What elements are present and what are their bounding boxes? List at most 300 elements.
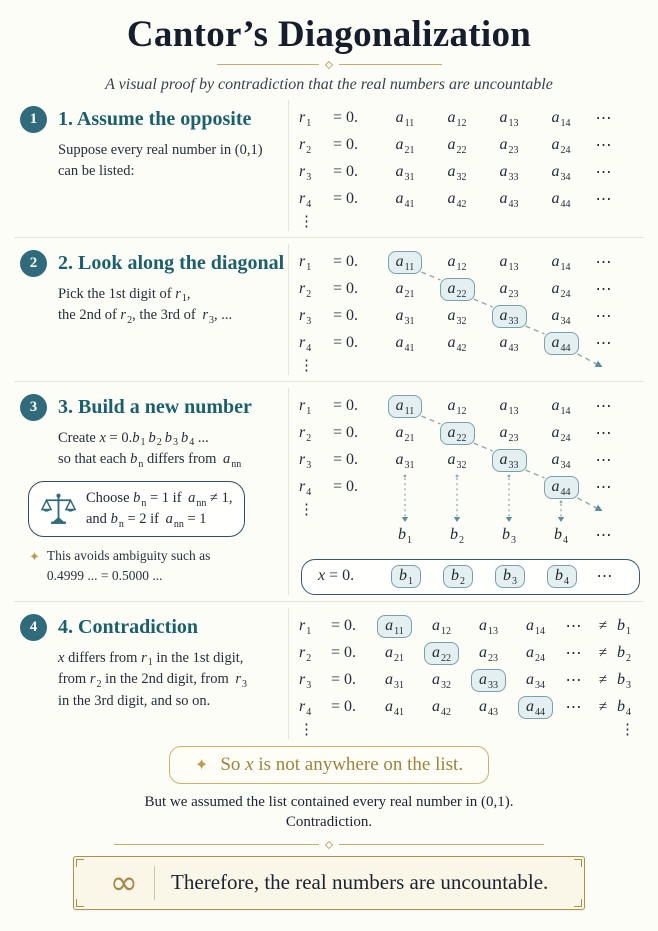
not-equal-sign: ≠ — [598, 698, 608, 715]
matrix-cell — [483, 334, 535, 355]
math-var: r — [299, 136, 306, 154]
math-var: r — [299, 617, 306, 635]
b-cell — [483, 526, 535, 544]
math-var: b — [617, 617, 625, 635]
matrix-row — [299, 393, 646, 420]
math-subscript: 4 — [306, 487, 312, 499]
diagonal-highlight-matrix — [299, 249, 646, 375]
step-4-number-badge: 4 — [20, 614, 47, 641]
digit — [551, 109, 571, 130]
divider-line — [339, 64, 442, 65]
matrix-row — [299, 420, 646, 447]
matrix-row — [299, 613, 646, 640]
math-var: a — [395, 109, 404, 127]
matrix-cell — [371, 644, 418, 665]
math-var: r — [299, 163, 306, 181]
math-subscript: 44 — [560, 342, 571, 354]
math-subscript: 43 — [508, 199, 519, 211]
matrix-cell — [535, 109, 587, 130]
math-var: a — [551, 253, 560, 271]
not-equal-sign: ≠ — [598, 644, 608, 661]
step-3-text-column — [12, 388, 288, 595]
math-var: b — [617, 644, 625, 662]
math-subscript: 12 — [441, 626, 451, 638]
math-subscript: 22 — [456, 432, 467, 444]
math-subscript: 33 — [488, 679, 498, 691]
digit — [395, 280, 415, 301]
b-digit — [617, 644, 643, 665]
math-subscript: 21 — [404, 289, 415, 301]
math-subscript: 2 — [306, 145, 312, 157]
b-digit — [617, 698, 643, 719]
math-subscript: 4 — [306, 343, 312, 355]
matrix-cell — [512, 617, 559, 638]
ambiguity-note-text: This avoids ambiguity such as 0.4999 ... = 0.5000 ... — [46, 548, 211, 584]
math-subscript: 1 — [407, 534, 412, 546]
b-digit — [617, 671, 643, 692]
diamond-icon — [325, 60, 333, 68]
ellipsis: ⋯ — [565, 618, 583, 636]
highlighted-digit — [440, 422, 475, 445]
digit — [447, 136, 467, 157]
equals-zero-point: = 0. — [333, 334, 359, 352]
highlighted-digit — [471, 669, 506, 692]
not-equal-sign: ≠ — [598, 671, 608, 688]
math-var: a — [551, 307, 560, 325]
math-var: a — [447, 109, 456, 127]
ellipsis: ⋯ — [565, 645, 583, 663]
highlighted-digit — [388, 395, 423, 418]
math-var: r — [299, 397, 306, 415]
step-3-header — [20, 394, 288, 421]
math-subscript: 14 — [560, 118, 571, 130]
math-var: a — [499, 109, 508, 127]
section-separator — [14, 237, 644, 238]
section-separator — [14, 381, 644, 382]
math-var: x — [58, 649, 65, 666]
math-subscript: 24 — [535, 653, 545, 665]
digit — [551, 451, 571, 472]
math-var: r — [175, 285, 181, 302]
math-subscript: 4 — [306, 707, 312, 719]
math-subscript: 2 — [306, 653, 312, 665]
digit — [447, 109, 467, 130]
digit — [526, 671, 545, 692]
b-cell — [535, 526, 587, 544]
vdots-row — [299, 721, 646, 739]
math-var: a — [551, 397, 560, 415]
matrix-cell — [371, 698, 418, 719]
row-label — [299, 644, 331, 665]
digit — [447, 190, 467, 211]
row-label — [299, 451, 333, 472]
matrix-row — [299, 105, 646, 132]
math-subscript: 2 — [460, 575, 465, 587]
math-subscript: 22 — [456, 288, 467, 300]
math-var: r — [299, 109, 306, 127]
math-var: b — [398, 525, 406, 543]
math-var: a — [499, 306, 508, 324]
math-subscript: 3 — [172, 437, 178, 449]
math-subscript: 21 — [404, 433, 415, 445]
equals-zero-point: = 0. — [331, 644, 357, 662]
contradiction-matrix — [299, 613, 646, 739]
math-subscript: 1 — [408, 575, 413, 587]
step-3-heading: 3. Build a new number — [58, 395, 252, 418]
matrix-cell — [379, 334, 431, 355]
assumption-reminder: But we assumed the list contained every real number in (0,1). — [144, 793, 514, 810]
math-subscript: 1 — [306, 118, 312, 130]
matrix-cell — [483, 190, 535, 211]
math-subscript: 2 — [626, 653, 631, 665]
matrix-cell — [483, 280, 535, 301]
final-conclusion-box — [73, 856, 585, 910]
math-var: a — [165, 511, 173, 528]
highlighted-b-digit — [547, 565, 577, 588]
highlighted-b-digit — [443, 565, 473, 588]
star-icon: ✦ — [29, 549, 40, 565]
math-subscript: 3 — [306, 460, 312, 472]
step-2-header — [20, 250, 288, 277]
math-var: a — [447, 334, 456, 352]
ellipsis: ⋯ — [595, 452, 613, 470]
so-x-not-on-list-box — [169, 746, 489, 784]
math-subscript: 34 — [560, 172, 571, 184]
math-subscript: 4 — [564, 575, 569, 587]
math-subscript: 11 — [394, 625, 404, 637]
digit — [447, 253, 467, 274]
matrix-row — [299, 694, 646, 721]
equals-zero-point: = 0. — [333, 424, 359, 442]
math-var: r — [299, 671, 306, 689]
ellipsis: ⋯ — [595, 110, 613, 128]
math-var: a — [526, 671, 534, 689]
matrix-cell — [379, 109, 431, 130]
digit — [447, 334, 467, 355]
math-subscript: 1 — [306, 262, 312, 274]
matrix-cell — [371, 615, 418, 638]
row-label — [299, 190, 333, 211]
step-4-contradiction — [12, 608, 646, 739]
ellipsis: ⋯ — [595, 191, 613, 209]
step-1-heading: 1. Assume the opposite — [58, 107, 252, 130]
digit — [447, 451, 467, 472]
highlighted-digit — [492, 305, 527, 328]
math-subscript: 3 — [306, 680, 312, 692]
matrix-cell — [431, 307, 483, 328]
math-subscript: 32 — [456, 172, 467, 184]
matrix-row — [299, 249, 646, 276]
digit-choice-rule: Choose $b_n = 1$ if $a_{nn} \ne 1$, and $b_n = 2$ if $a_{nn} = 1$ — [86, 490, 233, 530]
math-var: a — [385, 644, 393, 662]
matrix-cell — [418, 642, 465, 665]
math-subscript: 22 — [441, 652, 451, 664]
math-var: a — [499, 424, 508, 442]
digit — [395, 136, 415, 157]
matrix-cell — [512, 671, 559, 692]
math-subscript: 24 — [560, 145, 571, 157]
math-var: a — [551, 280, 560, 298]
math-var: r — [299, 253, 306, 271]
matrix-cell — [379, 307, 431, 328]
matrix-cell — [535, 190, 587, 211]
step-1-matrix-column — [288, 100, 646, 231]
matrix-row — [299, 667, 646, 694]
math-subscript: 3 — [306, 172, 312, 184]
digit — [499, 334, 519, 355]
b-row — [299, 520, 646, 550]
math-subscript: 33 — [508, 315, 519, 327]
matrix-cell — [483, 305, 535, 328]
ellipsis: ⋯ — [595, 479, 613, 497]
math-subscript: 24 — [560, 433, 571, 445]
math-subscript: nn — [173, 518, 184, 530]
matrix-row — [299, 330, 646, 357]
math-subscript: 13 — [508, 118, 519, 130]
digit — [499, 163, 519, 184]
math-subscript: nn — [231, 459, 242, 471]
math-subscript: 14 — [560, 406, 571, 418]
math-var: r — [120, 307, 127, 324]
equals-zero-point: = 0. — [333, 451, 359, 469]
digit — [479, 617, 498, 638]
math-subscript: 1 — [306, 626, 312, 638]
matrix-row — [299, 640, 646, 667]
math-var: a — [447, 307, 456, 325]
math-subscript: n — [141, 497, 147, 509]
matrix-cell — [483, 424, 535, 445]
math-var: a — [551, 424, 560, 442]
proof-steps — [0, 94, 658, 739]
subtitle: A visual proof by contradiction that the real numbers are uncountable — [105, 75, 553, 93]
math-var: r — [89, 671, 96, 688]
math-var: r — [299, 280, 306, 298]
math-subscript: 23 — [508, 145, 519, 157]
math-subscript: 2 — [306, 433, 312, 445]
math-var: a — [447, 190, 456, 208]
digit — [499, 424, 519, 445]
digit — [499, 190, 519, 211]
digit — [499, 397, 519, 418]
matrix-cell — [483, 397, 535, 418]
math-var: b — [148, 429, 156, 446]
math-var: b — [130, 451, 138, 468]
math-var: a — [499, 280, 508, 298]
math-subscript: 3 — [306, 316, 312, 328]
math-subscript: 1 — [140, 437, 146, 449]
step-3-number-badge: 3 — [20, 394, 47, 421]
math-var: a — [447, 253, 456, 271]
math-var: b — [503, 566, 511, 584]
math-var: a — [499, 397, 508, 415]
b-digit — [398, 526, 412, 544]
digit — [551, 280, 571, 301]
math-var: b — [133, 490, 141, 507]
matrix-cell — [418, 671, 465, 692]
math-var: r — [299, 698, 306, 716]
math-var: a — [447, 279, 456, 297]
row-label — [299, 698, 331, 719]
math-var: x — [245, 753, 254, 775]
matrix-cell — [535, 424, 587, 445]
math-subscript: 42 — [456, 343, 467, 355]
math-subscript: 43 — [508, 343, 519, 355]
ornamental-divider — [114, 842, 544, 848]
final-conclusion-text: Therefore, the real numbers are uncountable. — [171, 870, 549, 895]
math-var: a — [395, 334, 404, 352]
frame-corner — [76, 899, 84, 907]
equals-zero-point: = 0. — [331, 617, 357, 635]
digit — [432, 617, 451, 638]
matrix-cell — [512, 644, 559, 665]
math-var: a — [479, 670, 487, 688]
conclusion — [0, 739, 658, 910]
math-subscript: 44 — [535, 706, 545, 718]
step-2-number-badge: 2 — [20, 250, 47, 277]
vertical-ellipsis: ⋮ — [299, 722, 314, 739]
math-subscript: 3 — [512, 575, 517, 587]
digit — [551, 190, 571, 211]
math-var: a — [188, 490, 196, 507]
math-var: b — [399, 566, 407, 584]
b-digit — [554, 526, 568, 544]
matrix-cell — [418, 698, 465, 719]
math-var: b — [110, 511, 118, 528]
math-var: a — [551, 190, 560, 208]
math-var: r — [299, 190, 306, 208]
digit-list-matrix — [299, 105, 646, 231]
digit — [395, 190, 415, 211]
frame-corner — [574, 859, 582, 867]
matrix-cell — [431, 278, 483, 301]
math-var: a — [479, 644, 487, 662]
ellipsis: ⋯ — [595, 137, 613, 155]
math-var: r — [299, 451, 306, 469]
math-var: a — [447, 136, 456, 154]
math-subscript: 43 — [488, 707, 498, 719]
math-var: a — [526, 644, 534, 662]
digit — [499, 136, 519, 157]
math-var: a — [395, 396, 404, 414]
ellipsis: ⋯ — [595, 164, 613, 182]
digit — [395, 424, 415, 445]
vertical-ellipsis: ⋮ — [299, 358, 314, 375]
math-subscript: n — [138, 459, 144, 471]
math-var: a — [395, 424, 404, 442]
row-label — [299, 280, 333, 301]
matrix-cell — [535, 280, 587, 301]
math-var: b — [617, 698, 625, 716]
row-label — [299, 671, 331, 692]
x-digit-cell — [432, 565, 484, 588]
digit — [551, 397, 571, 418]
ellipsis: ⋯ — [595, 281, 613, 299]
digit — [432, 698, 451, 719]
contradiction-statement: Contradiction. — [285, 813, 373, 830]
math-var: x — [318, 567, 326, 585]
matrix-cell — [465, 669, 512, 692]
step-1-body: Suppose every real number in (0,1) can be listed: — [58, 141, 263, 180]
matrix-cell — [418, 617, 465, 638]
step-2-body: Pick the 1st digit of $r_1$, the 2nd of $r_2$, the 3rd of $r_3$, ... — [58, 285, 233, 327]
matrix-cell — [371, 671, 418, 692]
math-var: b — [617, 671, 625, 689]
divider-line — [339, 844, 544, 845]
matrix-cell — [379, 395, 431, 418]
digit — [395, 163, 415, 184]
math-subscript: 2 — [459, 534, 464, 546]
row-label — [299, 307, 333, 328]
x-digit-cell — [484, 565, 536, 588]
ornamental-divider — [217, 62, 442, 68]
math-var: b — [450, 525, 458, 543]
math-subscript: 34 — [560, 460, 571, 472]
math-subscript: 3 — [511, 534, 516, 546]
digit — [499, 280, 519, 301]
page-title: Cantor’s Diagonalization — [126, 14, 532, 55]
math-subscript: 34 — [535, 680, 545, 692]
matrix-cell — [483, 163, 535, 184]
math-var: a — [222, 451, 231, 468]
math-var: a — [447, 451, 456, 469]
math-subscript: 11 — [404, 261, 415, 273]
vertical-ellipsis: ⋮ — [299, 502, 314, 519]
math-var: a — [432, 671, 440, 689]
b-cell — [379, 526, 431, 544]
b-digit — [450, 526, 464, 544]
digit — [395, 307, 415, 328]
highlighted-digit — [518, 696, 553, 719]
infinity-icon: ∞ — [109, 862, 139, 903]
row-label — [299, 163, 333, 184]
step-2-heading: 2. Look along the diagonal — [58, 251, 285, 274]
math-subscript: 23 — [508, 289, 519, 301]
math-subscript: 33 — [508, 172, 519, 184]
highlighted-digit — [424, 642, 459, 665]
highlighted-b-digit — [391, 565, 421, 588]
math-var: b — [451, 566, 459, 584]
math-var: a — [479, 617, 487, 635]
highlighted-digit — [440, 278, 475, 301]
math-var: a — [499, 136, 508, 154]
math-subscript: 21 — [394, 653, 404, 665]
math-subscript: 13 — [488, 626, 498, 638]
math-var: r — [299, 334, 306, 352]
math-subscript: 44 — [560, 486, 571, 498]
row-label — [299, 478, 333, 499]
math-var: r — [202, 307, 208, 324]
math-var: a — [395, 252, 404, 270]
math-var: a — [395, 136, 404, 154]
matrix-cell — [535, 451, 587, 472]
math-subscript: 33 — [508, 459, 519, 471]
x-digit-cell — [536, 565, 588, 588]
ellipsis: ⋯ — [595, 398, 613, 416]
math-subscript: 14 — [535, 626, 545, 638]
matrix-cell — [431, 422, 483, 445]
vertical-ellipsis: ⋮ — [620, 722, 635, 739]
matrix-cell — [483, 449, 535, 472]
math-subscript: 42 — [456, 199, 467, 211]
digit — [432, 671, 451, 692]
math-subscript: 12 — [456, 406, 467, 418]
math-subscript: 24 — [560, 289, 571, 301]
x-definition-box — [301, 559, 640, 595]
math-subscript: 2 — [156, 437, 162, 449]
math-subscript: 31 — [404, 460, 415, 472]
step-4-matrix-column — [288, 608, 646, 739]
ellipsis: ⋯ — [565, 672, 583, 690]
